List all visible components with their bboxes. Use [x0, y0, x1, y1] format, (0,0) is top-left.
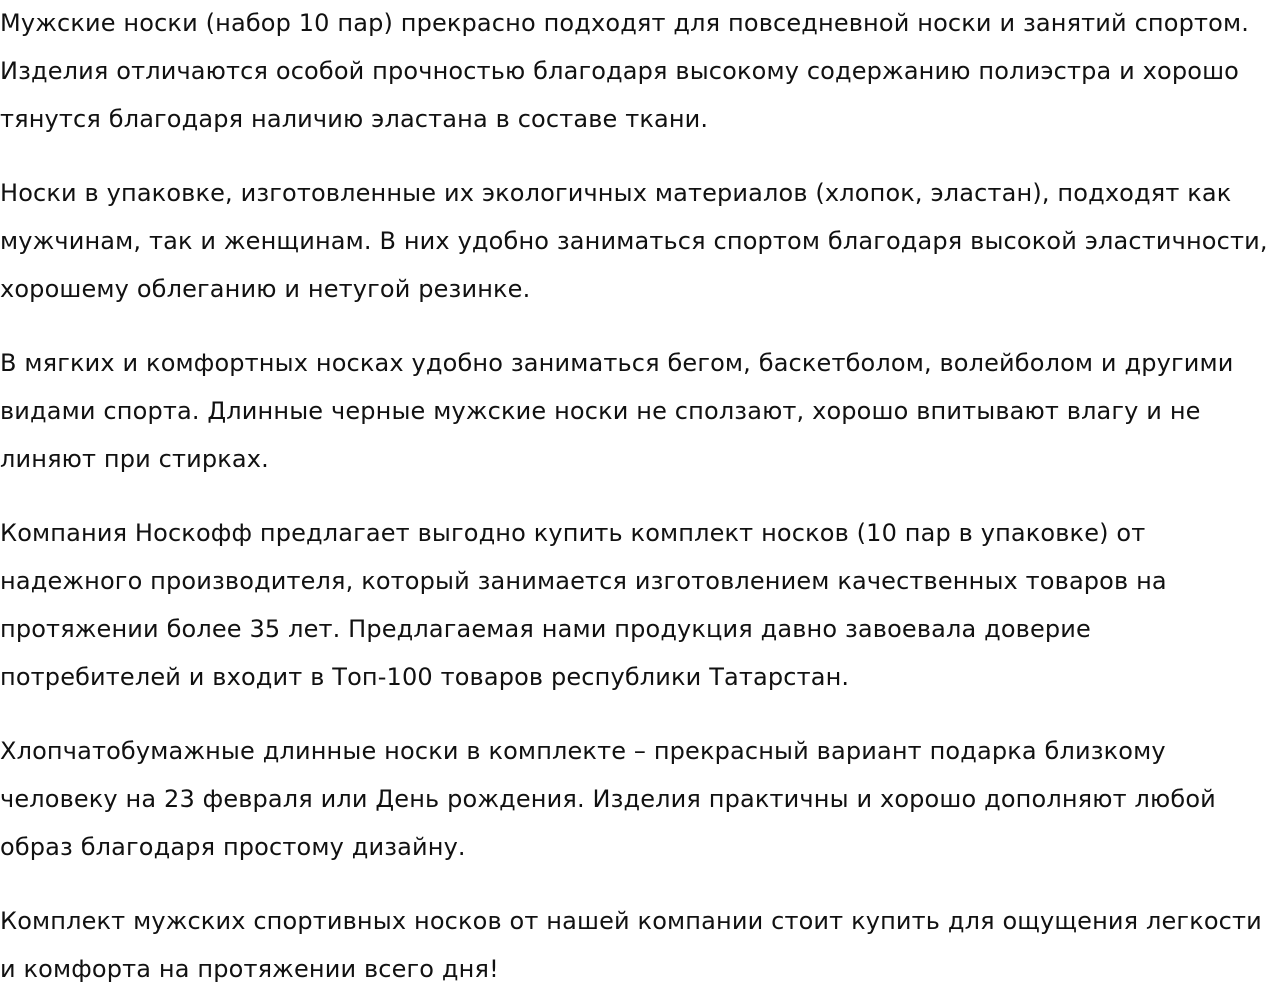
description-paragraph: В мягких и комфортных носках удобно заниматься бегом, баскетболом, волейболом и другими видами спорта. Длинные черные мужские носки не сползают, хорошо впитывают влагу и не линяют при стирках. — [0, 349, 1234, 473]
description-paragraph: Мужские носки (набор 10 пар) прекрасно подходят для повседневной носки и занятий спортом. Изделия отличаются особой прочностью благодаря высокому содержанию полиэстра и хорошо тянутся благодаря наличию эластана в составе ткани. — [0, 9, 1249, 133]
description-paragraph: Носки в упаковке, изготовленные их экологичных материалов (хлопок, эластан), подходят как мужчинам, так и женщинам. В них удобно заниматься спортом благодаря высокой эластичности, хорошему облеганию и нетугой резинке. — [0, 179, 1268, 303]
description-paragraph: Комплект мужских спортивных носков от нашей компании стоит купить для ощущения легкости и комфорта на протяжении всего дня! — [0, 907, 1262, 983]
description-paragraph: Хлопчатобумажные длинные носки в комплекте – прекрасный вариант подарка близкому человеку на 23 февраля или День рождения. Изделия практичны и хорошо дополняют любой образ благодаря простому дизайну. — [0, 737, 1216, 861]
description-paragraph: Компания Носкофф предлагает выгодно купить комплект носков (10 пар в упаковке) от надежного производителя, который занимается изготовлением качественных товаров на протяжении более 35 лет. Предлагаемая нами продукция давно завоевала доверие потребителей и входит в Топ-100 товаров республики Татарстан. — [0, 519, 1167, 691]
